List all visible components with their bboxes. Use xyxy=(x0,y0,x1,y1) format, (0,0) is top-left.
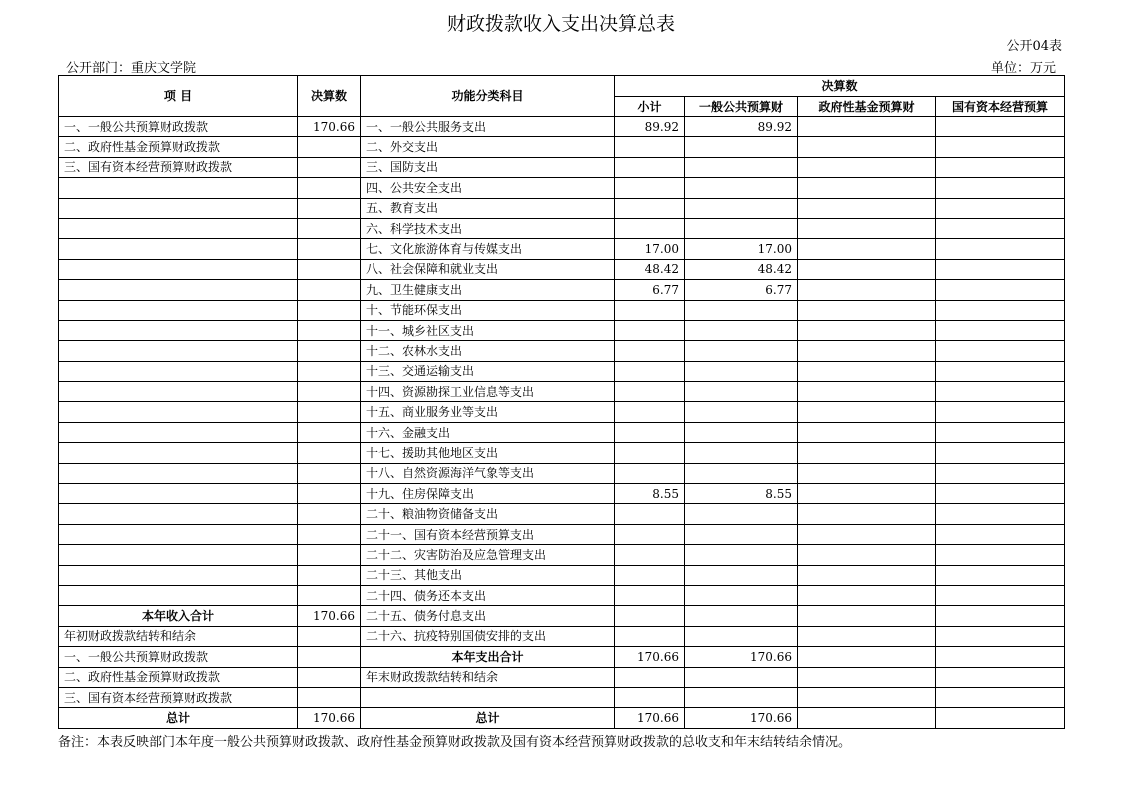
row-category-cell: 十六、金融支出 xyxy=(361,422,615,442)
row-category-cell: 九、卫生健康支出 xyxy=(361,280,615,300)
row-amount-cell xyxy=(298,585,361,605)
row-amount-cell xyxy=(298,259,361,279)
row-state-cell xyxy=(936,382,1065,402)
row-general-cell: 170.66 xyxy=(685,708,798,728)
row-amount-cell xyxy=(298,647,361,667)
row-fund-cell xyxy=(798,300,936,320)
row-amount-cell xyxy=(298,280,361,300)
row-general-cell xyxy=(685,198,798,218)
table-row xyxy=(59,606,1065,626)
row-category-cell: 十九、住房保障支出 xyxy=(361,484,615,504)
row-general-cell xyxy=(685,565,798,585)
row-state-cell xyxy=(936,198,1065,218)
row-category-cell: 二十一、国有资本经营预算支出 xyxy=(361,524,615,544)
row-fund-cell xyxy=(798,239,936,259)
row-state-cell xyxy=(936,117,1065,137)
row-general-cell xyxy=(685,178,798,198)
row-subtotal-cell xyxy=(615,382,685,402)
row-fund-cell xyxy=(798,463,936,483)
row-item-cell: 本年收入合计 xyxy=(59,606,298,626)
row-general-cell xyxy=(685,626,798,646)
row-category-cell xyxy=(361,687,615,707)
row-amount-cell xyxy=(298,402,361,422)
row-subtotal-cell xyxy=(615,341,685,361)
row-state-cell xyxy=(936,545,1065,565)
table-row xyxy=(59,687,1065,707)
header-amount-group: 决算数 xyxy=(615,76,1065,97)
row-amount-cell xyxy=(298,422,361,442)
row-item-cell xyxy=(59,504,298,524)
row-item-cell xyxy=(59,422,298,442)
row-fund-cell xyxy=(798,545,936,565)
row-subtotal-cell: 6.77 xyxy=(615,280,685,300)
row-category-cell: 本年支出合计 xyxy=(361,647,615,667)
row-state-cell xyxy=(936,626,1065,646)
row-category-cell: 二、外交支出 xyxy=(361,137,615,157)
row-amount-cell xyxy=(298,382,361,402)
footnote: 备注：本表反映部门本年度一般公共预算财政拨款、政府性基金预算财政拨款及国有资本经营预算财政拨款的总收支和年末结转结余情况。 xyxy=(58,735,852,750)
row-category-cell: 十三、交通运输支出 xyxy=(361,361,615,381)
table-row xyxy=(59,198,1065,218)
unit-label: 单位：万元 xyxy=(990,61,1056,76)
row-amount-cell xyxy=(298,361,361,381)
row-subtotal-cell xyxy=(615,218,685,238)
table-body xyxy=(59,117,1065,729)
row-fund-cell xyxy=(798,626,936,646)
row-fund-cell xyxy=(798,218,936,238)
row-subtotal-cell xyxy=(615,565,685,585)
row-subtotal-cell xyxy=(615,667,685,687)
row-state-cell xyxy=(936,524,1065,544)
row-state-cell xyxy=(936,300,1065,320)
table-row xyxy=(59,484,1065,504)
table-row xyxy=(59,585,1065,605)
row-subtotal-cell: 48.42 xyxy=(615,259,685,279)
row-general-cell xyxy=(685,504,798,524)
row-general-cell xyxy=(685,361,798,381)
row-item-cell: 三、国有资本经营预算财政拨款 xyxy=(59,157,298,177)
row-fund-cell xyxy=(798,361,936,381)
header-subtotal: 小计 xyxy=(615,97,685,117)
row-amount-cell xyxy=(298,198,361,218)
row-fund-cell xyxy=(798,280,936,300)
row-subtotal-cell xyxy=(615,585,685,605)
row-subtotal-cell xyxy=(615,198,685,218)
row-fund-cell xyxy=(798,402,936,422)
row-item-cell xyxy=(59,463,298,483)
row-state-cell xyxy=(936,178,1065,198)
row-state-cell xyxy=(936,218,1065,238)
row-fund-cell xyxy=(798,198,936,218)
row-fund-cell xyxy=(798,422,936,442)
row-item-cell: 二、政府性基金预算财政拨款 xyxy=(59,667,298,687)
table-row xyxy=(59,137,1065,157)
table-row xyxy=(59,545,1065,565)
row-general-cell: 17.00 xyxy=(685,239,798,259)
row-subtotal-cell xyxy=(615,524,685,544)
row-subtotal-cell xyxy=(615,626,685,646)
row-fund-cell xyxy=(798,341,936,361)
row-subtotal-cell xyxy=(615,443,685,463)
row-fund-cell xyxy=(798,667,936,687)
row-general-cell xyxy=(685,137,798,157)
row-fund-cell xyxy=(798,647,936,667)
row-amount-cell xyxy=(298,504,361,524)
department-label: 公开部门：重庆文学院 xyxy=(66,61,197,76)
row-state-cell xyxy=(936,402,1065,422)
row-general-cell xyxy=(685,341,798,361)
table-row xyxy=(59,524,1065,544)
row-state-cell xyxy=(936,667,1065,687)
table-row xyxy=(59,504,1065,524)
row-general-cell xyxy=(685,585,798,605)
row-item-cell xyxy=(59,198,298,218)
row-category-cell: 五、教育支出 xyxy=(361,198,615,218)
row-state-cell xyxy=(936,320,1065,340)
row-amount-cell xyxy=(298,565,361,585)
row-state-cell xyxy=(936,443,1065,463)
row-item-cell xyxy=(59,239,298,259)
row-item-cell: 一、一般公共预算财政拨款 xyxy=(59,117,298,137)
row-amount-cell xyxy=(298,137,361,157)
header-fund-budget: 政府性基金预算财 xyxy=(798,97,936,117)
row-subtotal-cell xyxy=(615,545,685,565)
row-subtotal-cell xyxy=(615,606,685,626)
row-subtotal-cell: 170.66 xyxy=(615,708,685,728)
row-state-cell xyxy=(936,259,1065,279)
row-category-cell: 八、社会保障和就业支出 xyxy=(361,259,615,279)
row-category-cell: 十七、援助其他地区支出 xyxy=(361,443,615,463)
table-row xyxy=(59,463,1065,483)
row-state-cell xyxy=(936,361,1065,381)
row-fund-cell xyxy=(798,443,936,463)
row-amount-cell: 170.66 xyxy=(298,606,361,626)
table-row xyxy=(59,259,1065,279)
row-amount-cell xyxy=(298,545,361,565)
row-item-cell xyxy=(59,178,298,198)
row-item-cell xyxy=(59,545,298,565)
row-item-cell: 总计 xyxy=(59,708,298,728)
row-general-cell xyxy=(685,157,798,177)
row-item-cell xyxy=(59,565,298,585)
row-general-cell: 8.55 xyxy=(685,484,798,504)
row-amount-cell xyxy=(298,443,361,463)
row-state-cell xyxy=(936,687,1065,707)
row-subtotal-cell xyxy=(615,178,685,198)
row-category-cell: 年末财政拨款结转和结余 xyxy=(361,667,615,687)
header-amount: 决算数 xyxy=(298,76,361,117)
row-category-cell: 三、国防支出 xyxy=(361,157,615,177)
row-amount-cell: 170.66 xyxy=(298,117,361,137)
row-item-cell xyxy=(59,280,298,300)
row-state-cell xyxy=(936,606,1065,626)
row-category-cell: 十二、农林水支出 xyxy=(361,341,615,361)
row-item-cell xyxy=(59,382,298,402)
row-state-cell xyxy=(936,280,1065,300)
row-subtotal-cell xyxy=(615,137,685,157)
row-item-cell: 二、政府性基金预算财政拨款 xyxy=(59,137,298,157)
table-row xyxy=(59,341,1065,361)
row-general-cell: 89.92 xyxy=(685,117,798,137)
table-row xyxy=(59,422,1065,442)
row-state-cell xyxy=(936,239,1065,259)
row-general-cell xyxy=(685,402,798,422)
form-number: 公开04表 xyxy=(1006,39,1062,54)
table-row xyxy=(59,443,1065,463)
row-fund-cell xyxy=(798,687,936,707)
table-row xyxy=(59,647,1065,667)
row-amount-cell xyxy=(298,218,361,238)
table-row xyxy=(59,218,1065,238)
row-category-cell: 十一、城乡社区支出 xyxy=(361,320,615,340)
page-title: 财政拨款收入支出决算总表 xyxy=(446,13,675,35)
row-item-cell xyxy=(59,341,298,361)
row-item-cell xyxy=(59,218,298,238)
row-category-cell: 总计 xyxy=(361,708,615,728)
row-general-cell xyxy=(685,218,798,238)
row-amount-cell xyxy=(298,320,361,340)
row-item-cell xyxy=(59,300,298,320)
table-row xyxy=(59,300,1065,320)
row-general-cell xyxy=(685,606,798,626)
table-row xyxy=(59,626,1065,646)
row-subtotal-cell xyxy=(615,361,685,381)
table-row xyxy=(59,565,1065,585)
row-state-cell xyxy=(936,341,1065,361)
table-row xyxy=(59,280,1065,300)
row-category-cell: 二十五、债务付息支出 xyxy=(361,606,615,626)
table-row xyxy=(59,117,1065,137)
row-subtotal-cell xyxy=(615,422,685,442)
row-subtotal-cell xyxy=(615,300,685,320)
row-subtotal-cell: 89.92 xyxy=(615,117,685,137)
row-amount-cell xyxy=(298,178,361,198)
row-general-cell xyxy=(685,320,798,340)
row-general-cell xyxy=(685,687,798,707)
table-row xyxy=(59,361,1065,381)
final-accounts-table xyxy=(58,75,1065,729)
row-fund-cell xyxy=(798,382,936,402)
row-fund-cell xyxy=(798,320,936,340)
row-category-cell: 六、科学技术支出 xyxy=(361,218,615,238)
row-category-cell: 四、公共安全支出 xyxy=(361,178,615,198)
row-amount-cell xyxy=(298,626,361,646)
row-item-cell xyxy=(59,402,298,422)
table-row xyxy=(59,178,1065,198)
row-subtotal-cell xyxy=(615,504,685,524)
row-subtotal-cell: 170.66 xyxy=(615,647,685,667)
row-item-cell: 一、一般公共预算财政拨款 xyxy=(59,647,298,667)
row-fund-cell xyxy=(798,585,936,605)
row-category-cell: 七、文化旅游体育与传媒支出 xyxy=(361,239,615,259)
table-row xyxy=(59,320,1065,340)
row-state-cell xyxy=(936,157,1065,177)
row-subtotal-cell: 17.00 xyxy=(615,239,685,259)
row-category-cell: 二十三、其他支出 xyxy=(361,565,615,585)
row-subtotal-cell xyxy=(615,687,685,707)
row-fund-cell xyxy=(798,565,936,585)
row-item-cell: 三、国有资本经营预算财政拨款 xyxy=(59,687,298,707)
row-category-cell: 一、一般公共服务支出 xyxy=(361,117,615,137)
row-subtotal-cell xyxy=(615,463,685,483)
row-category-cell: 二十、粮油物资储备支出 xyxy=(361,504,615,524)
table-row xyxy=(59,157,1065,177)
row-fund-cell xyxy=(798,137,936,157)
row-amount-cell: 170.66 xyxy=(298,708,361,728)
row-category-cell: 二十六、抗疫特别国债安排的支出 xyxy=(361,626,615,646)
table-row xyxy=(59,239,1065,259)
row-state-cell xyxy=(936,484,1065,504)
row-item-cell xyxy=(59,443,298,463)
row-category-cell: 二十二、灾害防治及应急管理支出 xyxy=(361,545,615,565)
row-subtotal-cell xyxy=(615,157,685,177)
row-item-cell xyxy=(59,320,298,340)
row-amount-cell xyxy=(298,484,361,504)
row-fund-cell xyxy=(798,259,936,279)
row-state-cell xyxy=(936,585,1065,605)
row-item-cell xyxy=(59,259,298,279)
row-general-cell xyxy=(685,443,798,463)
row-item-cell xyxy=(59,484,298,504)
row-amount-cell xyxy=(298,687,361,707)
row-fund-cell xyxy=(798,117,936,137)
row-general-cell xyxy=(685,545,798,565)
table-row xyxy=(59,708,1065,728)
table-row xyxy=(59,667,1065,687)
row-state-cell xyxy=(936,565,1065,585)
row-state-cell xyxy=(936,647,1065,667)
row-state-cell xyxy=(936,463,1065,483)
row-general-cell xyxy=(685,382,798,402)
row-item-cell xyxy=(59,361,298,381)
row-amount-cell xyxy=(298,667,361,687)
row-state-cell xyxy=(936,137,1065,157)
row-general-cell xyxy=(685,667,798,687)
row-general-cell: 6.77 xyxy=(685,280,798,300)
row-amount-cell xyxy=(298,239,361,259)
row-amount-cell xyxy=(298,341,361,361)
row-item-cell xyxy=(59,524,298,544)
row-category-cell: 十五、商业服务业等支出 xyxy=(361,402,615,422)
row-general-cell xyxy=(685,300,798,320)
table-row xyxy=(59,402,1065,422)
row-fund-cell xyxy=(798,708,936,728)
row-item-cell xyxy=(59,585,298,605)
header-item: 项 目 xyxy=(59,76,298,117)
row-amount-cell xyxy=(298,524,361,544)
row-amount-cell xyxy=(298,300,361,320)
row-fund-cell xyxy=(798,178,936,198)
row-fund-cell xyxy=(798,504,936,524)
row-fund-cell xyxy=(798,524,936,544)
row-item-cell: 年初财政拨款结转和结余 xyxy=(59,626,298,646)
row-category-cell: 十四、资源勘探工业信息等支出 xyxy=(361,382,615,402)
row-category-cell: 十、节能环保支出 xyxy=(361,300,615,320)
row-subtotal-cell xyxy=(615,320,685,340)
table-row xyxy=(59,382,1065,402)
header-category: 功能分类科目 xyxy=(361,76,615,117)
row-general-cell xyxy=(685,422,798,442)
header-general-budget: 一般公共预算财 xyxy=(685,97,798,117)
row-fund-cell xyxy=(798,484,936,504)
row-general-cell: 170.66 xyxy=(685,647,798,667)
row-fund-cell xyxy=(798,606,936,626)
row-amount-cell xyxy=(298,463,361,483)
row-state-cell xyxy=(936,422,1065,442)
row-category-cell: 十八、自然资源海洋气象等支出 xyxy=(361,463,615,483)
row-subtotal-cell xyxy=(615,402,685,422)
row-state-cell xyxy=(936,708,1065,728)
row-general-cell xyxy=(685,463,798,483)
row-amount-cell xyxy=(298,157,361,177)
header-state-capital-budget: 国有资本经营预算 xyxy=(936,97,1065,117)
row-general-cell: 48.42 xyxy=(685,259,798,279)
row-category-cell: 二十四、债务还本支出 xyxy=(361,585,615,605)
row-subtotal-cell: 8.55 xyxy=(615,484,685,504)
row-state-cell xyxy=(936,504,1065,524)
row-general-cell xyxy=(685,524,798,544)
row-fund-cell xyxy=(798,157,936,177)
